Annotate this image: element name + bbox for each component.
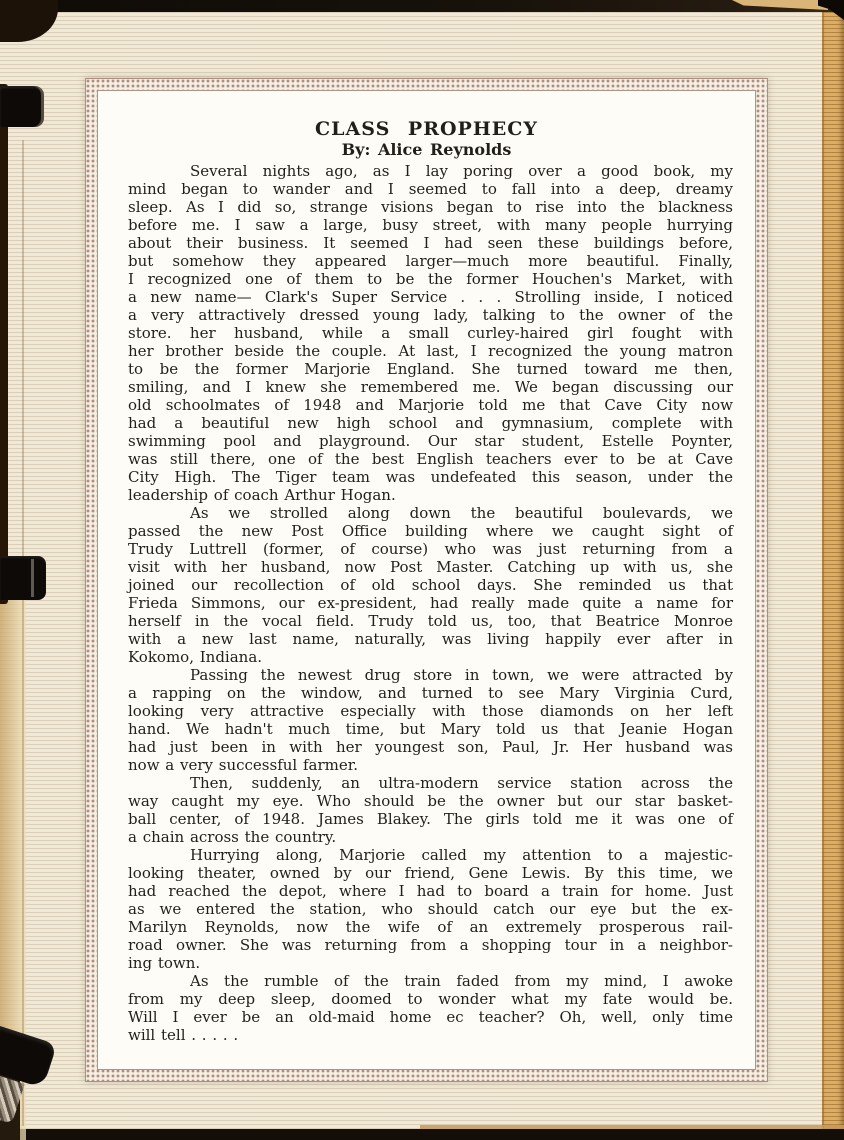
text-line: from my deep sleep, doomed to wonder what my fate would be. <box>128 990 733 1008</box>
text-line: Kokomo, Indiana. <box>128 648 263 666</box>
text-line: but somehow they appeared larger—much more beautiful. Finally, <box>128 252 733 270</box>
text-line: old schoolmates of 1948 and Marjorie told me that Cave City now <box>128 396 733 414</box>
text-line: hand. We hadn't much time, but Mary told us that Jeanie Hogan <box>128 720 733 738</box>
text-line: road owner. She was returning from a shopping tour in a neighbor- <box>128 936 733 954</box>
text-line: sleep. As I did so, strange visions began to rise into the blackness <box>128 198 733 216</box>
text-line: herself in the vocal field. Trudy told us, too, that Beatrice Monroe <box>128 612 733 630</box>
text-line: will tell . . . . . <box>128 1026 239 1044</box>
byline: By: Alice Reynolds <box>341 140 512 159</box>
text-line: with a new last name, naturally, was living happily ever after in <box>128 630 733 648</box>
text-line: her brother beside the couple. At last, I recognized the young matron <box>128 342 733 360</box>
text-line: had reached the depot, where I had to board a train for home. Just <box>128 882 733 900</box>
text-line: a chain across the country. <box>128 828 337 846</box>
text-line: joined our recollection of old school days. She reminded us that <box>128 576 733 594</box>
text-line: leadership of coach Arthur Hogan. <box>128 486 396 504</box>
text-line: store. her husband, while a small curley-haired girl fought with <box>128 324 733 342</box>
text-line: Several nights ago, as I lay poring over a good book, my <box>190 162 733 180</box>
text-line: looking theater, owned by our friend, Gene Lewis. By this time, we <box>128 864 733 882</box>
text-line: way caught my eye. Who should be the owner but our star basket- <box>128 792 733 810</box>
text-line: Will I ever be an old-maid home ec teacher? Oh, well, only time <box>128 1008 733 1026</box>
text-line: As the rumble of the train faded from my mind, I awoke <box>190 972 733 990</box>
text-line: ing town. <box>128 954 201 972</box>
book-edge-top <box>0 0 844 12</box>
text-line: Marilyn Reynolds, now the wife of an extremely prosperous rail- <box>128 918 733 936</box>
binder-clip-top <box>0 86 44 127</box>
page-crease-line <box>22 140 24 1126</box>
text-line: about their business. It seemed I had seen these buildings before, <box>128 234 733 252</box>
text-line: Hurrying along, Marjorie called my attention to a majestic- <box>190 846 733 864</box>
text-line: Trudy Luttrell (former, of course) who was just returning from a <box>128 540 733 558</box>
text-line: ball center, of 1948. James Blakey. The girls told me it was one of <box>128 810 733 828</box>
body-text <box>128 162 733 1044</box>
text-line: to be the former Marjorie England. She turned toward me then, <box>128 360 733 378</box>
text-line: had just been in with her youngest son, Paul, Jr. Her husband was <box>128 738 733 756</box>
text-line: before me. I saw a large, busy street, with many people hurrying <box>128 216 733 234</box>
text-line: City High. The Tiger team was undefeated this season, under the <box>128 468 733 486</box>
text-line: a new name— Clark's Super Service . . . Strolling inside, I noticed <box>128 288 733 306</box>
text-line: a rapping on the window, and turned to see Mary Virginia Curd, <box>128 684 733 702</box>
text-line: as we entered the station, who should catch our eye but the ex- <box>128 900 733 918</box>
text-line: swimming pool and playground. Our star student, Estelle Poynter, <box>128 432 733 450</box>
text-line: Passing the newest drug store in town, we were attracted by <box>190 666 733 684</box>
text-line: smiling, and I knew she remembered me. We began discussing our <box>128 378 733 396</box>
page-title: CLASS PROPHECY <box>315 118 538 140</box>
book-edge-bottom <box>0 1129 844 1140</box>
book-page-edge-right <box>822 8 844 1140</box>
text-line: now a very successful farmer. <box>128 756 359 774</box>
text-line: I recognized one of them to be the former Houchen's Market, with <box>128 270 733 288</box>
text-line: passed the new Post Office building where we caught sight of <box>128 522 733 540</box>
binder-clip-middle <box>0 556 46 600</box>
yearbook-page <box>97 90 756 1070</box>
book-spine-shadow <box>0 84 8 604</box>
text-line: a very attractively dressed young lady, talking to the owner of the <box>128 306 733 324</box>
text-line: As we strolled along down the beautiful boulevards, we <box>190 504 733 522</box>
text-line: visit with her husband, now Post Master. Catching up with us, she <box>128 558 733 576</box>
text-line: was still there, one of the best English teachers ever to be at Cave <box>128 450 733 468</box>
text-line: looking very attractive especially with those diamonds on her left <box>128 702 733 720</box>
text-line: had a beautiful new high school and gymnasium, complete with <box>128 414 733 432</box>
book-edge-top-left-shadow <box>0 0 58 42</box>
text-line: Frieda Simmons, our ex-president, had really made quite a name for <box>128 594 733 612</box>
text-line: mind began to wander and I seemed to fall into a deep, dreamy <box>128 180 733 198</box>
text-line: Then, suddenly, an ultra-modern service station across the <box>190 774 733 792</box>
ornate-border-frame <box>85 78 768 1082</box>
